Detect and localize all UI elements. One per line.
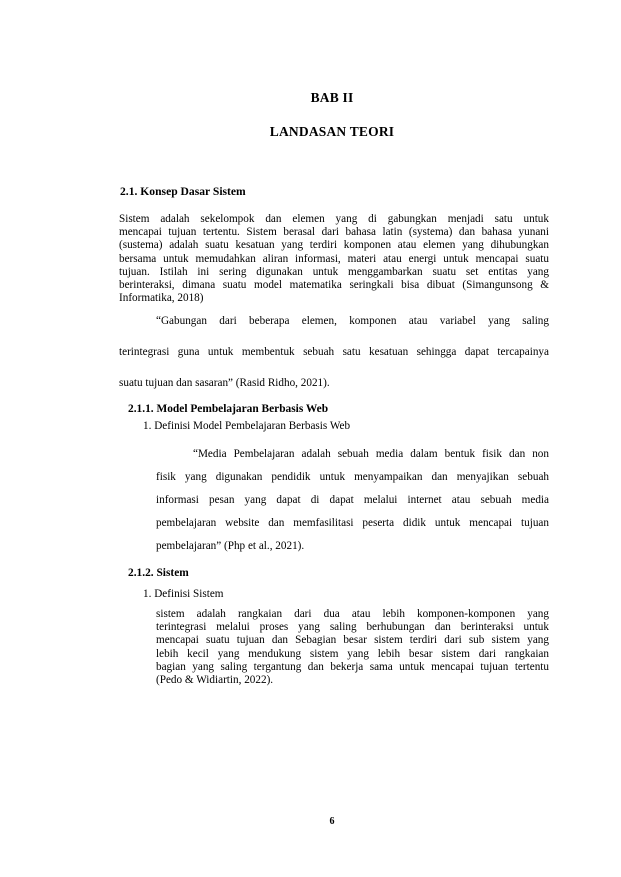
paragraph-line: terintegrasi melalui proses yang saling berhubungan dan berinteraksi untuk xyxy=(156,621,549,634)
paragraph-line: mencapai suatu tujuan dan Sebagian besar sistem terdiri dari sub sistem yang xyxy=(156,634,549,647)
paragraph-line: sistem adalah rangkaian dari dua atau lebih komponen-komponen yang xyxy=(156,608,549,620)
quote-line: “Gabungan dari beberapa elemen, komponen atau variabel yang saling xyxy=(156,315,549,327)
subsection-heading: 2.1.1. Model Pembelajaran Berbasis Web xyxy=(128,403,329,415)
paragraph-line: tujuan. Istilah ini sering digunakan untuk menggambarkan suatu set entitas yang xyxy=(119,265,549,278)
paragraph-line: (sustema) adalah suatu kesatuan yang terdiri komponen atau elemen yang dihubungkan xyxy=(119,239,549,252)
list-item: 1. Definisi Sistem xyxy=(143,588,224,600)
paragraph-line: Sistem adalah sekelompok dan elemen yang di gabungkan menjadi satu untuk xyxy=(119,213,549,225)
quote-line: pembelajaran website dan memfasilitasi peserta didik untuk mencapai tujuan xyxy=(156,517,549,529)
quote-line: pembelajaran” (Php et al., 2021). xyxy=(156,540,305,552)
paragraph-line: Informatika, 2018) xyxy=(119,292,204,305)
quote-line: fisik yang digunakan pendidik untuk menyampaikan dan menyajikan sebuah xyxy=(156,471,549,483)
chapter-title: LANDASAN TEORI xyxy=(269,124,395,139)
quote-line: terintegrasi guna untuk membentuk sebuah satu kesatuan sehingga dapat tercapainya xyxy=(119,346,549,359)
quote-line: informasi pesan yang dapat di dapat melalui internet atau sebuah media xyxy=(156,494,549,506)
quote-line: suatu tujuan dan sasaran” (Rasid Ridho, 2021). xyxy=(119,377,330,390)
paragraph-line: berinteraksi, dimana suatu model matematika seringkali bisa dibuat (Simangunsong & xyxy=(119,279,549,292)
chapter-number: BAB II xyxy=(310,90,354,105)
paragraph-line: lebih kecil yang mendukung sistem yang lebih besar sistem dari rangkaian xyxy=(156,647,549,660)
paragraph-line: bersama untuk memudahkan aliran informasi, materi atau energi untuk mencapai suatu xyxy=(119,252,549,265)
paragraph-line: mencapai tujuan tertentu. Sistem berasal dari bahasa latin (systema) dan bahasa yunani xyxy=(119,226,549,239)
paragraph-line: bagian yang saling tergantung dan bekerja sama untuk mencapai tujuan tertentu xyxy=(156,660,549,673)
list-item: 1. Definisi Model Pembelajaran Berbasis Web xyxy=(143,420,351,432)
paragraph-line: (Pedo & Widiartin, 2022). xyxy=(156,674,274,687)
section-quote xyxy=(119,315,549,391)
subsection-paragraph xyxy=(156,608,549,687)
section-heading: 2.1. Konsep Dasar Sistem xyxy=(120,185,246,198)
page-number: 6 xyxy=(329,816,335,827)
subsection-heading: 2.1.2. Sistem xyxy=(128,567,189,579)
subsection-quote xyxy=(156,443,549,558)
quote-line: “Media Pembelajaran adalah sebuah media dalam bentuk fisik dan non xyxy=(193,448,549,460)
section-paragraph xyxy=(119,213,549,305)
